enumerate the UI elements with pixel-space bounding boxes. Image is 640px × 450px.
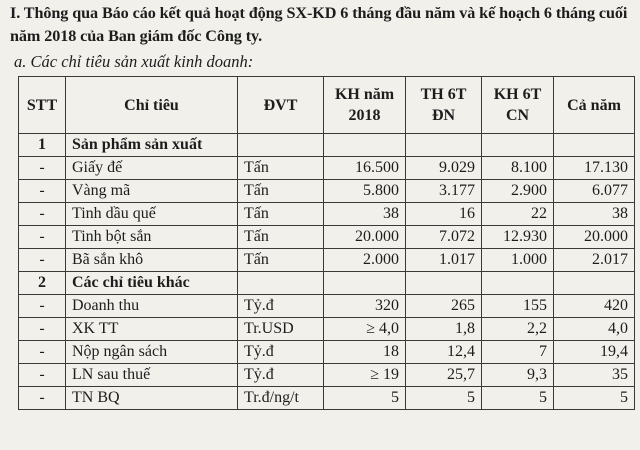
cell-unit: Tấn [238, 226, 324, 249]
table-row [19, 157, 635, 180]
cell-plan-2018: 320 [324, 295, 406, 318]
cell-full-year: 19,4 [554, 341, 635, 364]
cell-full-year [554, 134, 635, 157]
cell-actual-first-half: 1.017 [406, 249, 482, 272]
cell-plan-second-half: 12.930 [482, 226, 554, 249]
table-row [19, 180, 635, 203]
cell-stt: - [19, 318, 66, 341]
cell-plan-2018 [324, 134, 406, 157]
cell-plan-2018: ≥ 4,0 [324, 318, 406, 341]
cell-plan-2018: 16.500 [324, 157, 406, 180]
cell-stt: - [19, 180, 66, 203]
cell-full-year: 420 [554, 295, 635, 318]
cell-plan-second-half: 8.100 [482, 157, 554, 180]
table-header-row [19, 77, 635, 134]
cell-full-year: 38 [554, 203, 635, 226]
cell-actual-first-half: 16 [406, 203, 482, 226]
cell-stt: - [19, 387, 66, 410]
cell-unit [238, 272, 324, 295]
cell-full-year: 20.000 [554, 226, 635, 249]
table-row [19, 341, 635, 364]
cell-actual-first-half: 25,7 [406, 364, 482, 387]
table-row [19, 203, 635, 226]
header-plan-2018: KH năm 2018 [324, 77, 406, 134]
cell-plan-2018: 5.800 [324, 180, 406, 203]
cell-stt: 2 [19, 272, 66, 295]
cell-unit: Tấn [238, 157, 324, 180]
cell-stt: - [19, 249, 66, 272]
cell-actual-first-half [406, 272, 482, 295]
table-body [19, 134, 635, 410]
cell-indicator: LN sau thuế [66, 364, 238, 387]
cell-plan-second-half: 155 [482, 295, 554, 318]
table-row [19, 318, 635, 341]
cell-indicator: Nộp ngân sách [66, 341, 238, 364]
header-plan-second-half: KH 6T CN [482, 77, 554, 134]
header-indicator: Chỉ tiêu [66, 77, 238, 134]
cell-actual-first-half: 12,4 [406, 341, 482, 364]
cell-plan-2018: 38 [324, 203, 406, 226]
cell-plan-2018: 20.000 [324, 226, 406, 249]
cell-unit: Tấn [238, 249, 324, 272]
cell-stt: - [19, 341, 66, 364]
cell-indicator: XK TT [66, 318, 238, 341]
table-row [19, 387, 635, 410]
cell-indicator: Doanh thu [66, 295, 238, 318]
cell-full-year: 17.130 [554, 157, 635, 180]
cell-plan-second-half [482, 272, 554, 295]
cell-full-year: 4,0 [554, 318, 635, 341]
cell-plan-second-half: 7 [482, 341, 554, 364]
cell-indicator: Các chỉ tiêu khác [66, 272, 238, 295]
cell-plan-2018: 2.000 [324, 249, 406, 272]
cell-stt: - [19, 157, 66, 180]
cell-indicator: TN BQ [66, 387, 238, 410]
cell-indicator: Tinh dầu quế [66, 203, 238, 226]
cell-stt: 1 [19, 134, 66, 157]
cell-full-year: 2.017 [554, 249, 635, 272]
cell-actual-first-half: 265 [406, 295, 482, 318]
cell-unit: Tấn [238, 180, 324, 203]
cell-plan-2018: 18 [324, 341, 406, 364]
cell-plan-2018 [324, 272, 406, 295]
cell-plan-second-half: 2.900 [482, 180, 554, 203]
cell-actual-first-half: 3.177 [406, 180, 482, 203]
cell-plan-second-half: 5 [482, 387, 554, 410]
production-indicators-table [18, 76, 635, 410]
cell-plan-second-half: 22 [482, 203, 554, 226]
cell-stt: - [19, 203, 66, 226]
cell-stt: - [19, 295, 66, 318]
subsection-heading: a. Các chỉ tiêu sản xuất kinh doanh: [14, 52, 254, 71]
cell-actual-first-half [406, 134, 482, 157]
cell-actual-first-half: 5 [406, 387, 482, 410]
cell-full-year: 6.077 [554, 180, 635, 203]
cell-unit: Tr.USD [238, 318, 324, 341]
cell-full-year: 35 [554, 364, 635, 387]
table-row [19, 249, 635, 272]
section-heading: I. Thông qua Báo cáo kết quả hoạt động SX-KD 6 tháng đầu năm và kế hoạch 6 tháng cuối năm 2018 của Ban giám đốc Công ty. [10, 4, 628, 45]
cell-indicator: Bã sắn khô [66, 249, 238, 272]
cell-indicator: Giấy đế [66, 157, 238, 180]
cell-plan-second-half: 9,3 [482, 364, 554, 387]
header-stt: STT [19, 77, 66, 134]
cell-full-year: 5 [554, 387, 635, 410]
cell-unit: Tỷ.đ [238, 341, 324, 364]
cell-actual-first-half: 1,8 [406, 318, 482, 341]
cell-unit: Tỷ.đ [238, 295, 324, 318]
cell-unit: Tr.đ/ng/t [238, 387, 324, 410]
cell-unit: Tấn [238, 203, 324, 226]
cell-plan-second-half [482, 134, 554, 157]
cell-unit: Tỷ.đ [238, 364, 324, 387]
header-full-year: Cả năm [554, 77, 635, 134]
table-group-row [19, 134, 635, 157]
table-row [19, 295, 635, 318]
table-group-row [19, 272, 635, 295]
cell-plan-2018: ≥ 19 [324, 364, 406, 387]
cell-indicator: Sản phẩm sản xuất [66, 134, 238, 157]
cell-plan-2018: 5 [324, 387, 406, 410]
cell-unit [238, 134, 324, 157]
cell-full-year [554, 272, 635, 295]
header-actual-first-half: TH 6T ĐN [406, 77, 482, 134]
table-row [19, 226, 635, 249]
cell-actual-first-half: 7.072 [406, 226, 482, 249]
cell-stt: - [19, 364, 66, 387]
cell-indicator: Vàng mã [66, 180, 238, 203]
table-row [19, 364, 635, 387]
cell-indicator: Tinh bột sắn [66, 226, 238, 249]
cell-plan-second-half: 2,2 [482, 318, 554, 341]
cell-plan-second-half: 1.000 [482, 249, 554, 272]
header-unit: ĐVT [238, 77, 324, 134]
cell-actual-first-half: 9.029 [406, 157, 482, 180]
cell-stt: - [19, 226, 66, 249]
